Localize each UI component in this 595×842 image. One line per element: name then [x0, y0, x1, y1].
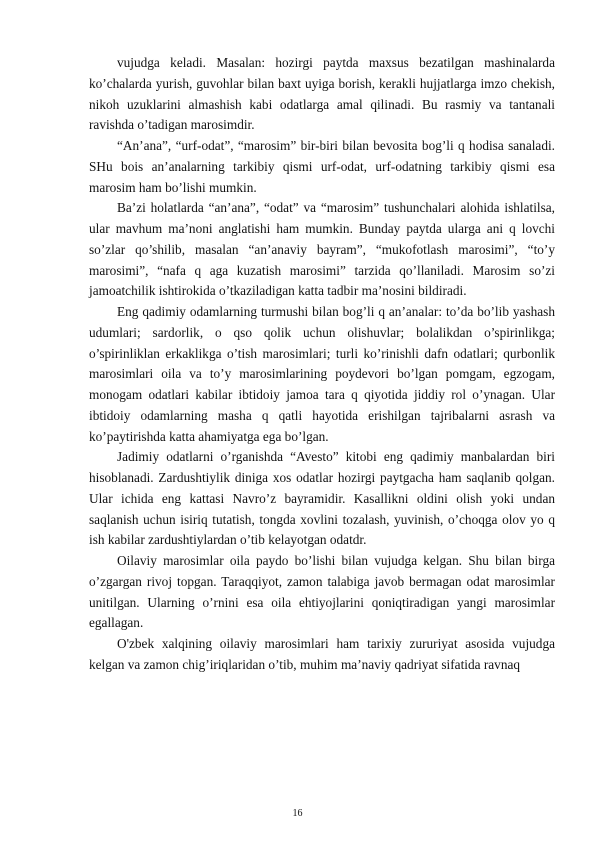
paragraph: Oilaviy marosimlar oila paydo bo’lishi bilan vujudga kelgan. Shu bilan birga o’zgargan rivoj topgan. Taraqqiyot, zamon talabiga javob bermagan odat marosimlar unitilgan. Ularning o’rnini esa oila ehtiyojlarini qoniqtiradigan yangi marosimlar egallagan. — [89, 553, 555, 631]
paragraph: Jadimiy odatlarni o’rganishda “Avesto” kitobi eng qadimiy manbalardan biri hisoblanadi. Zardushtiylik diniga xos odatlar hozirgi paytgacha ham saqlanib qolgan. Ular ichida eng kattasi Navro’z bayramidir. Kasallikni oldini olish yoki undan saqlanish uchun isiriq tutatish, tongda xovlini tozalash, yuvinish, o’choqga olov yo q ish kabilar zardushtiylardan o’tib kelayotgan odatdr. — [89, 449, 555, 548]
paragraph: Ba’zi holatlarda “an’ana”, “odat” va “marosim” tushunchalari alohida ishlatilsa, ular mavhum ma’noni anglatishi ham mumkin. Bunday paytda ularga ani q lovchi so’zlar qo’shilib, masalan “an’anaviy bayram”, “mukofotlash marosimi”, “to’y marosimi”, “nafa q aga kuzatish marosimi” tarzida qo’llaniladi. Marosim so’zi jamoatchilik ishtirokida o’tkaziladigan katta tadbir ma’nosini bildiradi. — [89, 200, 555, 299]
paragraph: vujudga keladi. Masalan: hozirgi paytda maxsus bezatilgan mashinalarda ko’chalarda yurish, guvohlar bilan baxt uyiga borish, kerakli hujjatlarga imzo chekish, nikoh uzuklarini almashish kabi odatlarga amal qilinadi. Bu rasmiy va tantanali ravishda o’tadigan marosimdir. — [89, 55, 555, 133]
paragraph: Eng qadimiy odamlarning turmushi bilan bog’li q an’analar: to’da bo’lib yashash udumlari; sardorlik, o qso qolik uchun olishuvlar; bolalikdan o’spirinlikga; o’spirinliklan erkaklikga o’tish marosimlari; turli ko’rinishli dafn odatlari; qurbonlik marosimlari oila va to’y marosimlarining poydevori bo’lgan pomgam, egzogam, monogam odatlari kabilar ibtidoiy jamoa tara q qiyotida jiddiy rol o’ynagan. Ular ibtidoiy odamlarning masha q qatli hayotida erishilgan tajribalarni asrash va ko’paytirishda katta ahamiyatga ega bo’lgan. — [89, 304, 555, 444]
body-text — [89, 53, 555, 676]
page-number: 16 — [292, 808, 303, 819]
paragraph: O'zbek xalqining oilaviy marosimlari ham tarixiy zururiyat asosida vujudga kelgan va zamon chig’iriqlaridan o’tib, muhim ma’naviy qadriyat sifatida ravnaq — [89, 636, 555, 672]
paragraph: “An’ana”, “urf-odat”, “marosim” bir-biri bilan bevosita bog’li q hodisa sanaladi. SHu bois an’analarning tarkibiy qismi urf-odat, urf-odatning tarkibiy qismi esa marosim ham bo’lishi mumkin. — [89, 138, 555, 195]
